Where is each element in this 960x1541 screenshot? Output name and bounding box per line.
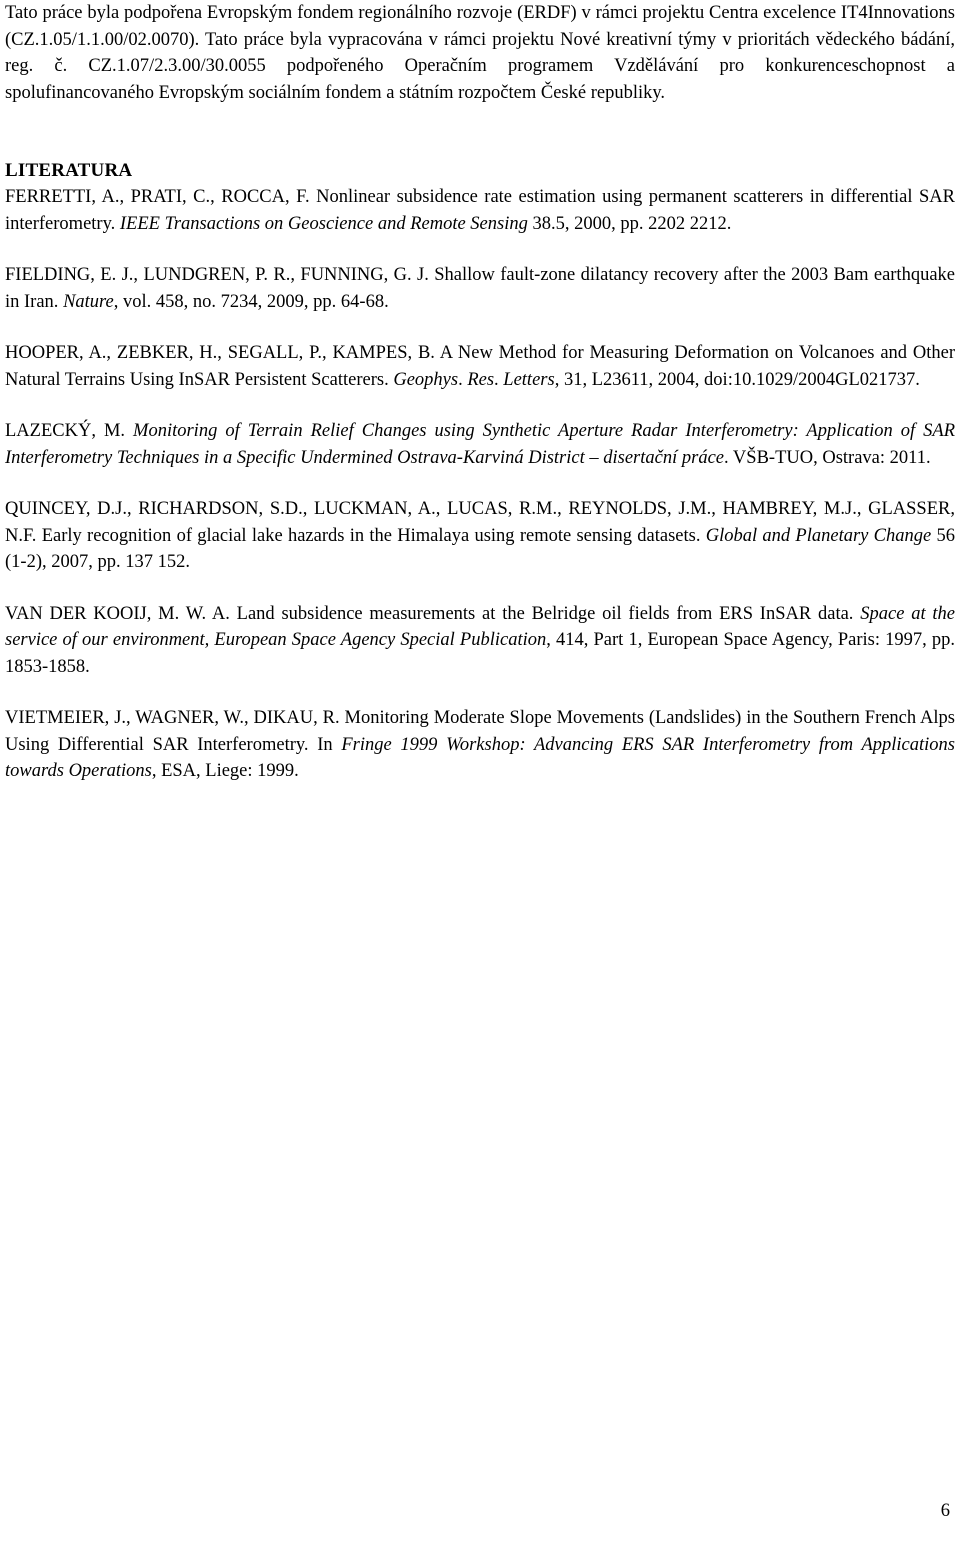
reference-title-italic: Global and Planetary Change (705, 525, 932, 546)
reference-text: VIETMEIER, J., WAGNER, W., DIKAU, R. Monitoring Moderate Slope Movements (Landslides) in the Southern French Alps Using Differential SAR Interferometry. In (5, 708, 955, 755)
reference-text: HOOPER, A., ZEBKER, H., SEGALL, P., KAMPES, B. A New Method for Measuring Deformation on Volcanoes and Other Natural Terrains Using InSAR Persistent Scatterers. (5, 343, 955, 390)
reference-title-italic: Res (467, 369, 495, 390)
reference-text: , ESA, Liege: 1999. (151, 761, 299, 781)
reference-text: , 31, L23611, 2004, doi:10.1029/2004GL021737. (554, 369, 920, 390)
section-heading-literatura: LITERATURA (5, 160, 133, 181)
reference-item (5, 705, 955, 785)
reference-title-italic: Space at the service of our environment, European Space Agency Special Publication (5, 603, 955, 650)
reference-text: FERRETTI, A., PRATI, C., ROCCA, F. Nonlinear subsidence rate estimation using permanent scatterers in differential SAR interferometry. (5, 187, 955, 234)
reference-title-italic: Letters (503, 369, 555, 390)
reference-title-italic: Monitoring of Terrain Relief Changes using Synthetic Aperture Radar Interferometry: Application of SAR Interferometry Techniques in a Specific Undermined Ostrava-Karviná District – disertační práce (5, 421, 955, 468)
reference-text: . (458, 369, 468, 390)
reference-item (5, 418, 955, 471)
reference-item (5, 340, 955, 393)
reference-title-italic: IEEE Transactions on Geoscience and Remote Sensing (119, 213, 528, 234)
reference-text: 56 (1-2), 2007, pp. 137 152. (5, 525, 955, 572)
reference-text: . (494, 369, 504, 390)
reference-item (5, 601, 955, 681)
reference-text: LAZECKÝ, M. (5, 421, 134, 441)
reference-list (5, 184, 955, 785)
reference-text: . VŠB-TUO, Ostrava: 2011. (724, 447, 931, 468)
reference-title-italic: Geophys (393, 369, 459, 390)
reference-text: , vol. 458, no. 7234, 2009, pp. 64-68. (113, 291, 389, 312)
reference-text: VAN DER KOOIJ, M. W. A. Land subsidence measurements at the Belridge oil fields from ERS InSAR data. (5, 603, 861, 624)
reference-item (5, 184, 955, 237)
reference-item (5, 262, 955, 315)
reference-title-italic: Nature (63, 291, 114, 312)
page-number: 6 (940, 1501, 950, 1521)
document-page (5, 0, 955, 810)
acknowledgement-paragraph: Tato práce byla podpořena Evropským fondem regionálního rozvoje (ERDF) v rámci projektu Centra excelence IT4Innovations (CZ.1.05/1.1.00/02.0070). Tato práce byla vypracována v rámci projektu Nové kreativní týmy v prioritách vědeckého bádání, reg. č. CZ.1.07/2.3.00/30.0055 podpořeného Operačním programem Vzdělávání pro konkurenceschopnost a spolufinancovaného Evropským sociálním fondem a státním rozpočtem České republiky. (5, 3, 955, 103)
reference-text: FIELDING, E. J., LUNDGREN, P. R., FUNNING, G. J. Shallow fault-zone dilatancy recovery after the 2003 Bam earthquake in Iran. (5, 265, 955, 312)
reference-item (5, 496, 955, 576)
reference-title-italic: Fringe 1999 Workshop: Advancing ERS SAR Interferometry from Applications towards Operations (5, 734, 955, 781)
reference-text: QUINCEY, D.J., RICHARDSON, S.D., LUCKMAN, A., LUCAS, R.M., REYNOLDS, J.M., HAMBREY, M.J., GLASSER, N.F. Early recognition of glacial lake hazards in the Himalaya using remote sensing datasets. (5, 499, 955, 546)
reference-text: 38.5, 2000, pp. 2202 2212. (527, 213, 732, 234)
reference-text: , 414, Part 1, European Space Agency, Paris: 1997, pp. 1853-1858. (5, 630, 955, 677)
